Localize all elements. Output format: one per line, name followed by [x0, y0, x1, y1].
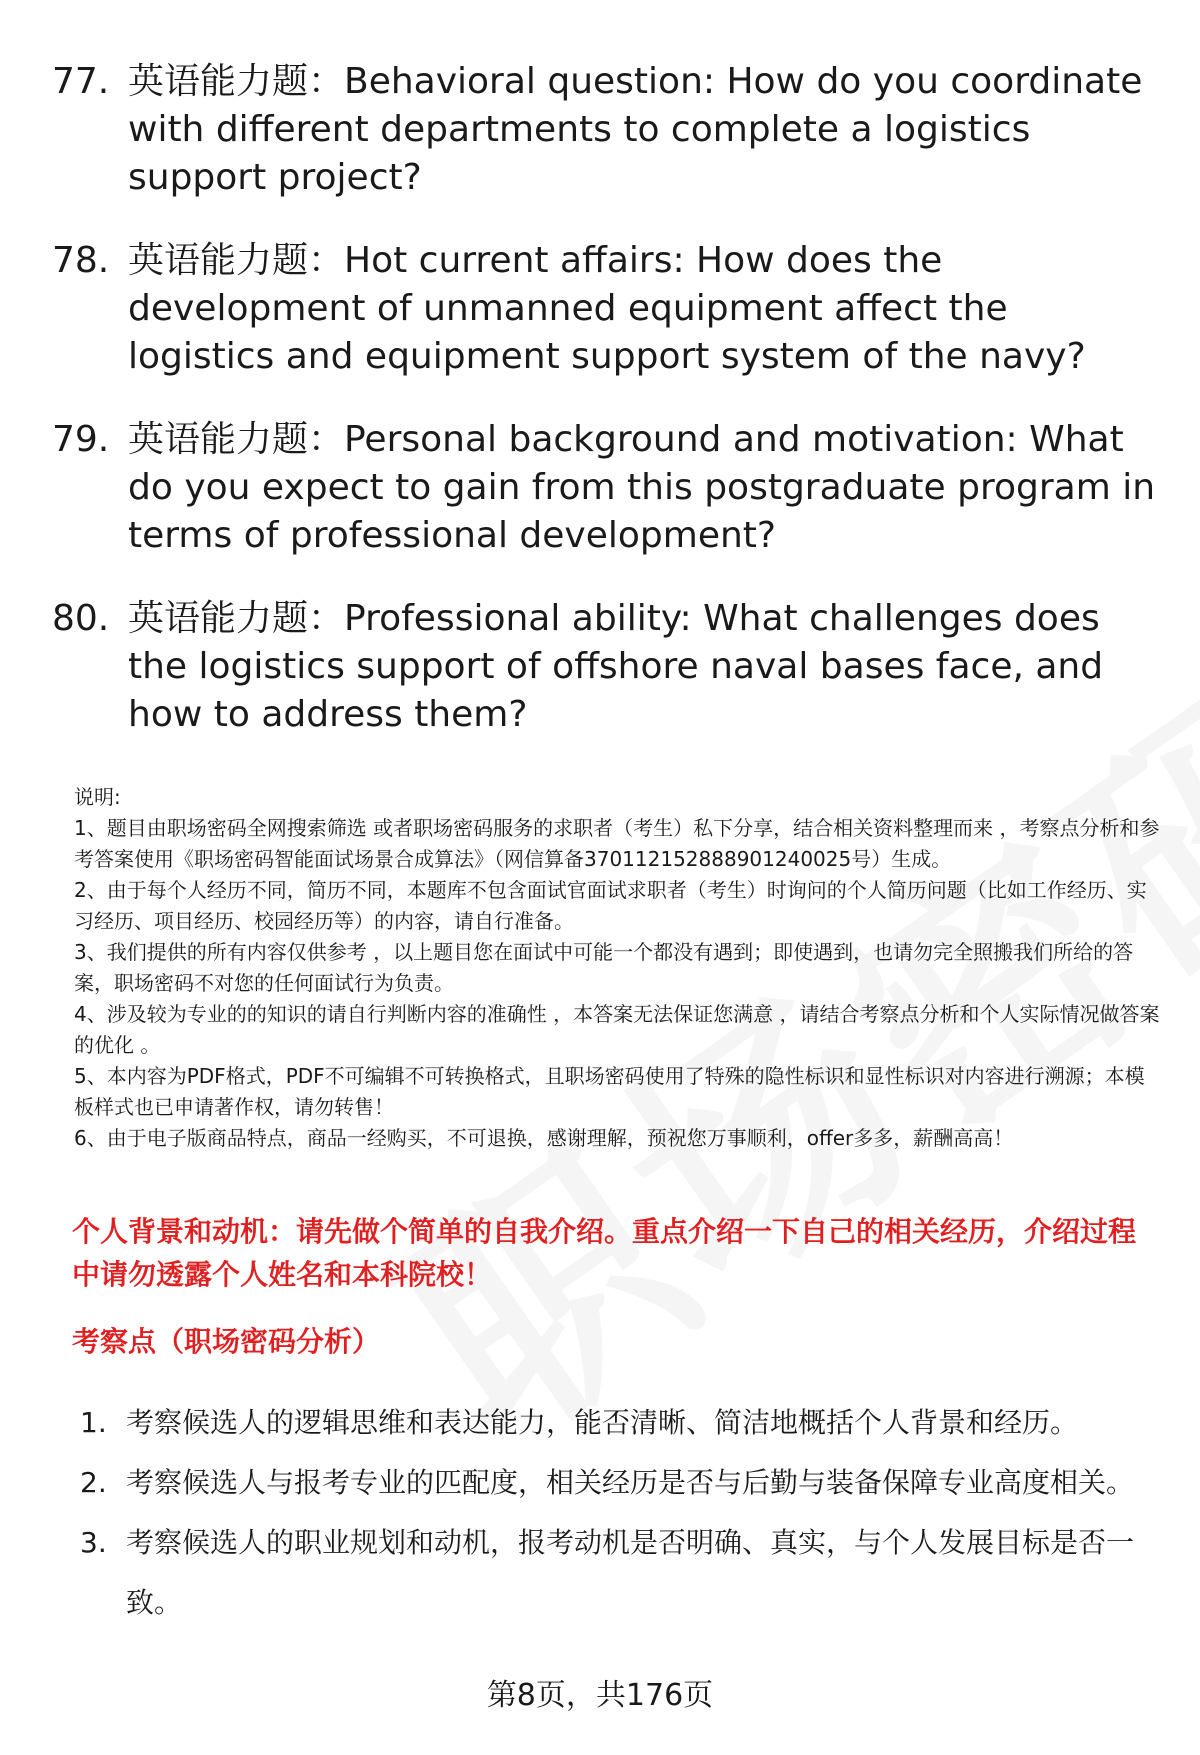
question-item: [52, 416, 1162, 560]
question-text: 英语能力题：Hot current affairs: How does the development of unmanned equipment affect the logistics and equipment support system of the navy?: [128, 240, 1086, 377]
question-item: [52, 58, 1162, 202]
note-item: 5、本内容为PDF格式，PDF不可编辑不可转换格式，且职场密码使用了特殊的隐性标识和显性标识对内容进行溯源；本模板样式也已申请著作权，请勿转售！: [74, 1064, 1145, 1119]
analysis-points: [80, 1393, 1162, 1633]
question-item: [52, 595, 1162, 739]
analysis-point: [80, 1513, 1162, 1633]
note-item: 3、我们提供的所有内容仅供参考 ，以上题目您在面试中可能一个都没有遇到；即使遇到，也请勿完全照搬我们所给的答案，职场密码不对您的任何面试行为负责。: [74, 940, 1134, 995]
question-text: 英语能力题：Professional ability: What challenges does the logistics support of offshore naval bases face, and how to address them?: [128, 598, 1104, 735]
point-number: 3.: [80, 1526, 107, 1559]
notes-section: [74, 782, 1160, 1154]
question-number: 80.: [52, 598, 110, 639]
point-number: 1.: [80, 1406, 107, 1439]
analysis-point: [80, 1453, 1162, 1513]
notes-title: 说明:: [74, 785, 121, 809]
question-number: 79.: [52, 419, 110, 460]
note-item: 6、由于电子版商品特点，商品一经购买，不可退换，感谢理解，预祝您万事顺利，offer多多，薪酬高高！: [74, 1126, 1014, 1150]
analysis-heading: 考察点（职场密码分析）: [72, 1325, 381, 1358]
note-item: 1、题目由职场密码全网搜索筛选 或者职场密码服务的求职者（考生）私下分享，结合相关资料整理而来 ，考察点分析和参考答案使用《职场密码智能面试场景合成算法》（网信算备370112152888901240025号）生成。: [74, 816, 1160, 871]
question-text: 英语能力题：Behavioral question: How do you coordinate with different departments to complete a logistics support project?: [128, 61, 1143, 198]
note-item: 2、由于每个人经历不同，简历不同，本题库不包含面试官面试求职者（考生）时询问的个人简历问题（比如工作经历、实习经历、项目经历、校园经历等）的内容，请自行准备。: [74, 878, 1147, 933]
question-number: 78.: [52, 240, 110, 281]
question-text: 英语能力题：Personal background and motivation: What do you expect to gain from this postgraduate program in terms of professional development?: [128, 419, 1156, 556]
point-text: 考察候选人的职业规划和动机，报考动机是否明确、真实，与个人发展目标是否一致。: [126, 1526, 1135, 1619]
point-number: 2.: [80, 1466, 107, 1499]
question-list: [52, 58, 1162, 774]
question-item: [52, 237, 1162, 381]
question-number: 77.: [52, 61, 110, 102]
note-item: 4、涉及较为专业的的知识的请自行判断内容的准确性 ，本答案无法保证您满意 ，请结合考察点分析和个人实际情况做答案的优化 。: [74, 1002, 1160, 1057]
point-text: 考察候选人与报考专业的匹配度，相关经历是否与后勤与装备保障专业高度相关。: [126, 1466, 1135, 1499]
question-heading: 个人背景和动机：请先做个简单的自我介绍。重点介绍一下自己的相关经历，介绍过程中请勿透露个人姓名和本科院校！: [72, 1215, 1137, 1291]
analysis-point: [80, 1393, 1162, 1453]
page-footer: 第8页，共176页: [486, 1678, 714, 1713]
point-text: 考察候选人的逻辑思维和表达能力，能否清晰、简洁地概括个人背景和经历。: [126, 1406, 1079, 1439]
